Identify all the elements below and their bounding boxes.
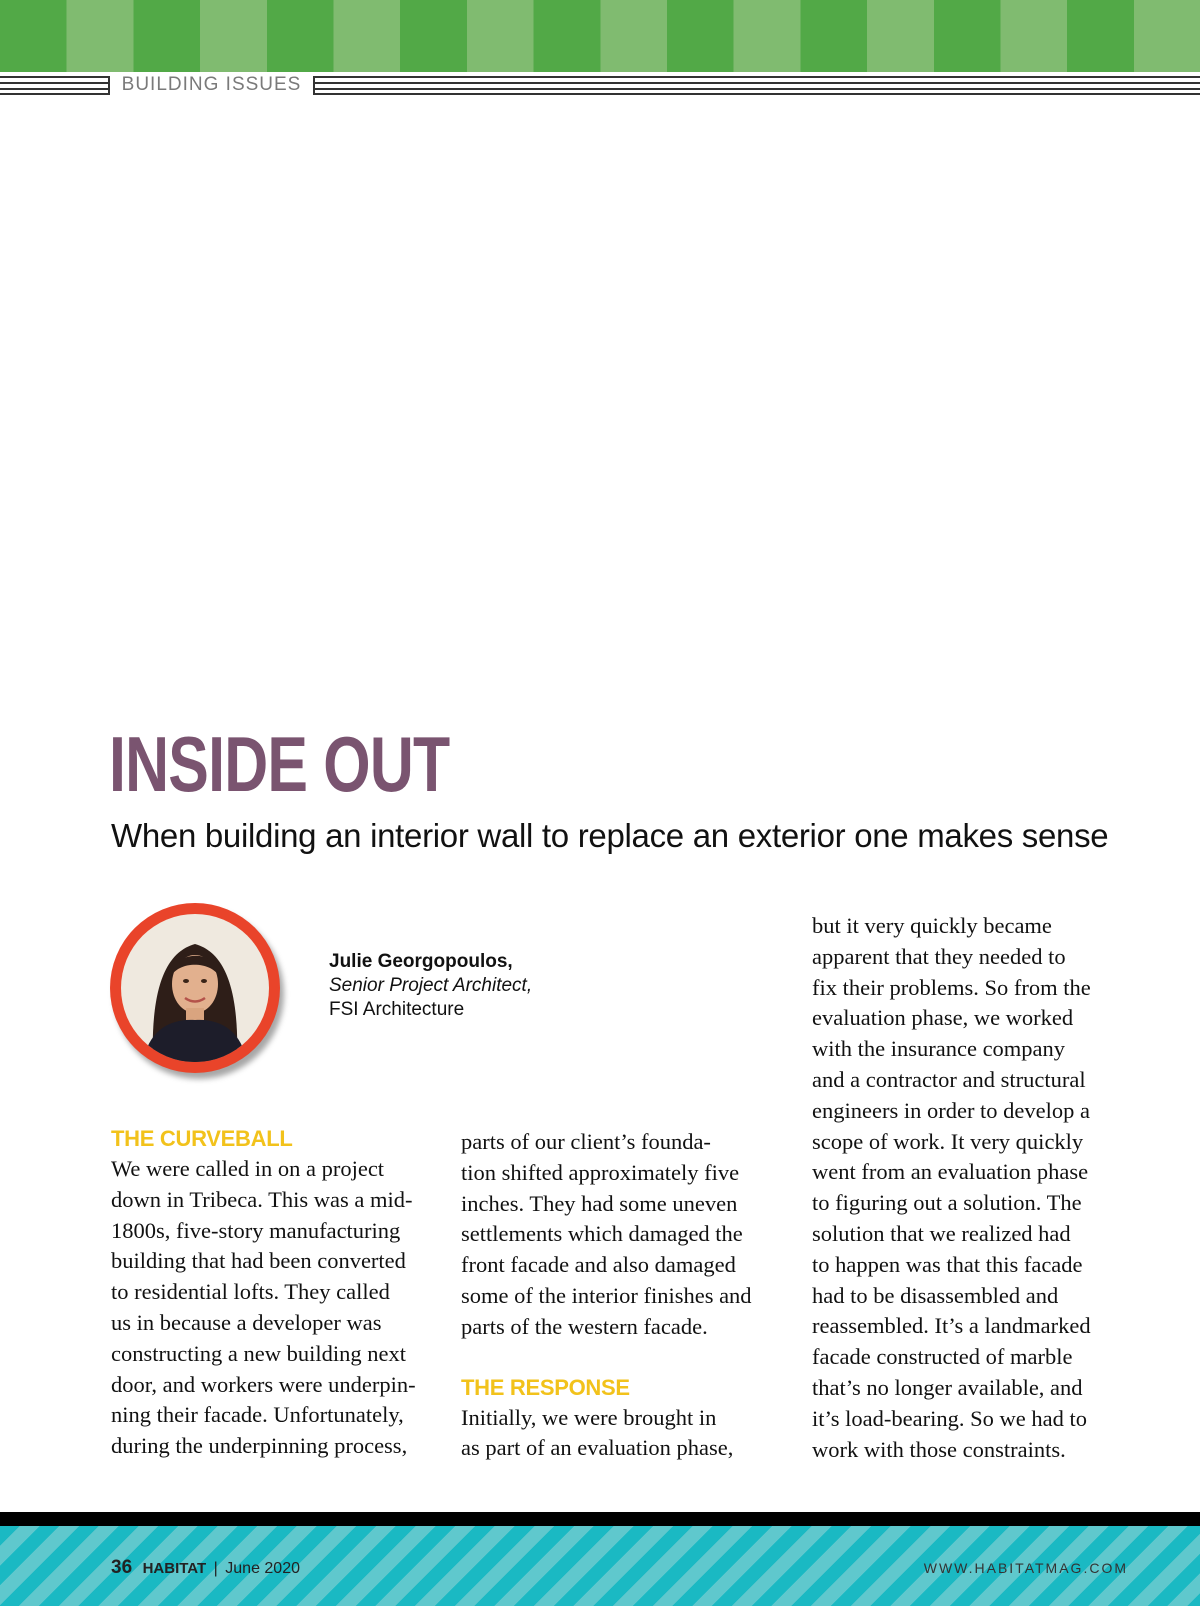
body-column-1 xyxy=(111,1124,431,1462)
author-portrait xyxy=(110,903,280,1073)
text-line: during the underpinning process, xyxy=(111,1433,408,1459)
website-url: WWW.HABITATMAG.COM xyxy=(923,1560,1128,1576)
text-line: went from an evaluation phase xyxy=(812,1159,1089,1185)
text-line: evaluation phase, we worked xyxy=(812,1005,1074,1031)
body-paragraph-4 xyxy=(812,911,1122,1465)
text-line: door, and workers were underpin- xyxy=(111,1371,416,1397)
text-line: to residential lofts. They called xyxy=(111,1279,390,1305)
text-line: some of the interior finishes and xyxy=(461,1282,752,1308)
author-byline xyxy=(329,950,709,1022)
article-headline: INSIDE OUT xyxy=(109,720,450,808)
text-line: facade constructed of marble xyxy=(812,1344,1073,1370)
text-line: inches. They had some uneven xyxy=(461,1190,738,1216)
text-line: building that had been converted xyxy=(111,1248,406,1274)
text-line: 1800s, five-story manufacturing xyxy=(111,1217,401,1243)
author-company: FSI Architecture xyxy=(329,999,465,1020)
text-line: We were called in on a project xyxy=(111,1156,385,1181)
text-line: it’s load-bearing. So we had to xyxy=(812,1405,1087,1431)
author-name: Julie Georgopoulos, xyxy=(329,951,513,972)
issue-date: June 2020 xyxy=(225,1560,300,1577)
text-line: Initially, we were brought in xyxy=(461,1404,717,1430)
text-line: down in Tribeca. This was a mid- xyxy=(111,1186,413,1212)
text-line: with the insurance company xyxy=(812,1036,1066,1062)
text-line: solution that we realized had xyxy=(812,1220,1071,1246)
body-paragraph-1 xyxy=(111,1154,431,1462)
body-paragraph-3 xyxy=(461,1403,781,1465)
subhead-response: THE RESPONSE xyxy=(461,1374,630,1400)
text-line: parts of the western facade. xyxy=(461,1313,708,1339)
text-line: constructing a new building next xyxy=(111,1340,406,1366)
text-line: reassembled. It’s a landmarked xyxy=(812,1313,1091,1339)
text-line: fix their problems. So from the xyxy=(812,974,1091,1000)
text-line: front facade and also damaged xyxy=(461,1252,736,1278)
text-line: apparent that they needed to xyxy=(812,943,1066,969)
text-line: to happen was that this facade xyxy=(812,1251,1083,1277)
text-line: but it very quickly became xyxy=(812,913,1052,938)
text-line: engineers in order to develop a xyxy=(812,1097,1091,1123)
text-line: parts of our client’s founda- xyxy=(461,1129,711,1154)
folio-separator: | xyxy=(213,1560,218,1577)
text-line: settlements which damaged the xyxy=(461,1221,743,1247)
text-line: that’s no longer available, and xyxy=(812,1374,1083,1400)
text-line: had to be disassembled and xyxy=(812,1282,1059,1308)
subhead-curveball: THE CURVEBALL xyxy=(111,1126,293,1151)
section-label: BUILDING ISSUES xyxy=(121,74,302,95)
top-color-band xyxy=(0,0,1200,72)
footer-rule xyxy=(0,1512,1200,1526)
text-line: and a contractor and structural xyxy=(812,1066,1086,1092)
text-line: ning their facade. Unfortunately, xyxy=(111,1402,404,1428)
magazine-name: HABITAT xyxy=(142,1560,207,1577)
text-line: work with those constraints. xyxy=(812,1436,1066,1462)
text-line: as part of an evaluation phase, xyxy=(461,1435,734,1461)
text-line: scope of work. It very quickly xyxy=(812,1128,1084,1154)
body-column-2 xyxy=(461,1127,781,1464)
article-deck: When building an interior wall to replace an exterior one makes sense xyxy=(111,817,1109,854)
text-line: tion shifted approximately five xyxy=(461,1159,740,1185)
body-column-3 xyxy=(812,911,1122,1465)
text-line: to figuring out a solution. The xyxy=(812,1190,1082,1216)
page-folio xyxy=(111,1557,300,1579)
section-rule-right xyxy=(313,76,1200,95)
page-number: 36 xyxy=(111,1557,133,1578)
section-rule-left xyxy=(0,76,110,95)
text-line: us in because a developer was xyxy=(111,1309,382,1335)
author-title: Senior Project Architect, xyxy=(329,975,533,996)
section-header-bar xyxy=(0,72,1200,100)
body-paragraph-2 xyxy=(461,1127,781,1343)
portrait-photo xyxy=(121,914,269,1062)
